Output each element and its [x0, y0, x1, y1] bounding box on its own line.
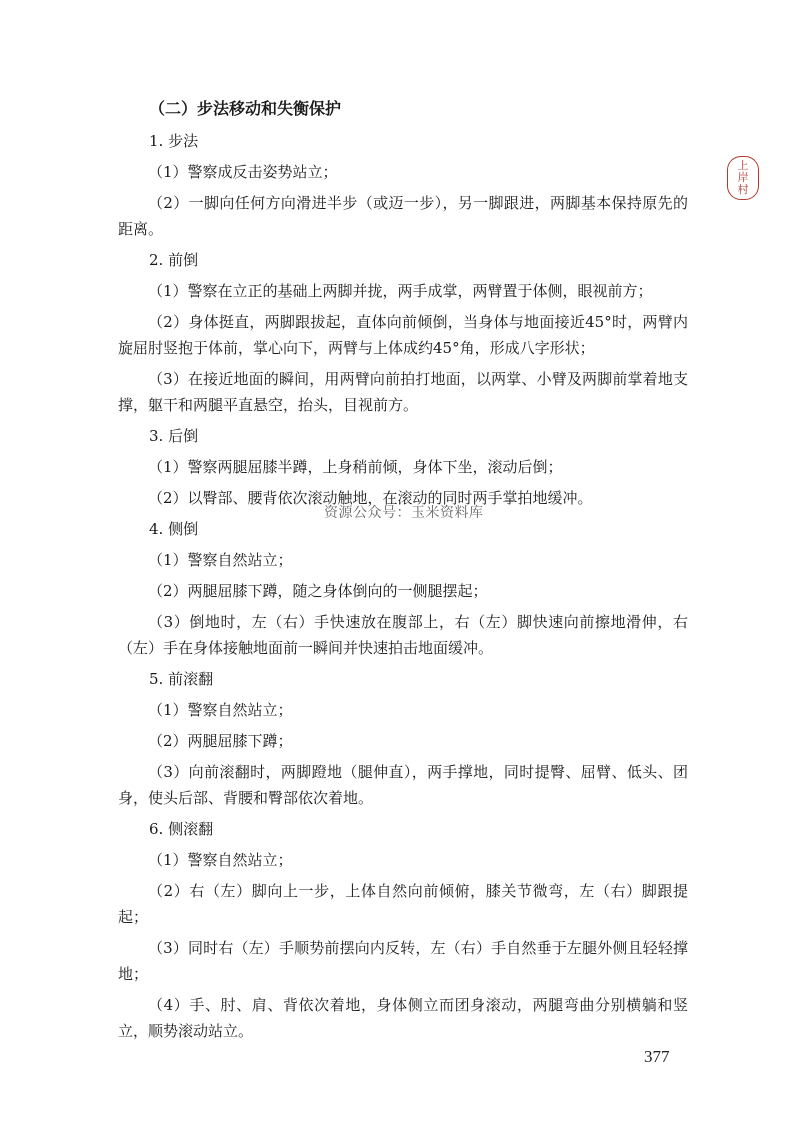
step-paragraph: （1）警察自然站立； [148, 851, 293, 869]
subsection-title: 2. 前倒 [149, 251, 199, 269]
step-paragraph: （3）在接近地面的瞬间，用两臂向前拍打地面，以两掌、小臂及两脚前掌着地支撑，躯干和两腿平直悬空，抬头，目视前方。 [118, 370, 688, 414]
step-paragraph: （1）警察成反击姿势站立； [148, 163, 338, 181]
subsection-4 [118, 516, 688, 661]
stamp-char: 村 [737, 183, 749, 196]
step-paragraph: （1）警察在立正的基础上两脚并拢，两手成掌，两臂置于体侧，眼视前方； [148, 282, 653, 300]
subsection-5 [118, 666, 688, 811]
section-heading: （二）步法移动和失衡保护 [149, 99, 342, 118]
subsection-2 [118, 247, 688, 418]
page-body [118, 96, 688, 1049]
step-paragraph: （3）向前滚翻时，两脚蹬地（腿伸直），两手撑地，同时提臀、屈臂、低头、团身，使头后部、背腰和臀部依次着地。 [118, 763, 688, 807]
subsection-6 [118, 816, 688, 1044]
subsection-1 [118, 128, 688, 242]
step-paragraph: （3）同时右（左）手顺势前摆向内反转，左（右）手自然垂于左腿外侧且轻轻撑地； [118, 939, 688, 983]
subsection-3 [118, 423, 688, 511]
stamp-char: 岸 [737, 171, 749, 184]
subsection-title: 1. 步法 [149, 132, 199, 150]
step-paragraph: （2）身体挺直，两脚跟拔起，直体向前倾倒，当身体与地面接近45°时，两臂内旋屈肘竖抱于体前，掌心向下，两臂与上体成约45°角，形成八字形状； [118, 313, 688, 357]
step-paragraph: （2）两腿屈膝下蹲； [148, 732, 293, 750]
step-paragraph: （1）警察两腿屈膝半蹲，上身稍前倾，身体下坐，滚动后倒； [148, 458, 563, 476]
step-paragraph: （2）两腿屈膝下蹲，随之身体倒向的一侧腿摆起； [148, 582, 488, 600]
step-paragraph: （4）手、肘、肩、背依次着地，身体侧立而团身滚动，两腿弯曲分别横躺和竖立，顺势滚动站立。 [118, 996, 688, 1040]
stamp-char: 上 [737, 159, 749, 172]
subsection-title: 5. 前滚翻 [149, 670, 214, 688]
step-paragraph: （3）倒地时，左（右）手快速放在腹部上，右（左）脚快速向前擦地滑伸，右（左）手在身体接触地面前一瞬间并快速拍击地面缓冲。 [118, 613, 688, 657]
step-paragraph: （2）右（左）脚向上一步，上体自然向前倾俯，膝关节微弯，左（右）脚跟提起； [118, 882, 688, 926]
step-paragraph: （1）警察自然站立； [148, 551, 293, 569]
page-number: 377 [644, 1047, 670, 1066]
step-paragraph: （1）警察自然站立； [148, 701, 293, 719]
step-paragraph: （2）以臀部、腰背依次滚动触地，在滚动的同时两手掌拍地缓冲。 [148, 489, 593, 507]
seal-stamp [727, 156, 759, 200]
watermark-text: 资源公众号：玉米资料库 [324, 505, 484, 521]
subsection-title: 6. 侧滚翻 [149, 820, 214, 838]
subsection-title: 4. 侧倒 [149, 520, 199, 538]
step-paragraph: （2）一脚向任何方向滑进半步（或迈一步），另一脚跟进，两脚基本保持原先的距离。 [118, 194, 688, 238]
subsection-title: 3. 后倒 [149, 427, 199, 445]
